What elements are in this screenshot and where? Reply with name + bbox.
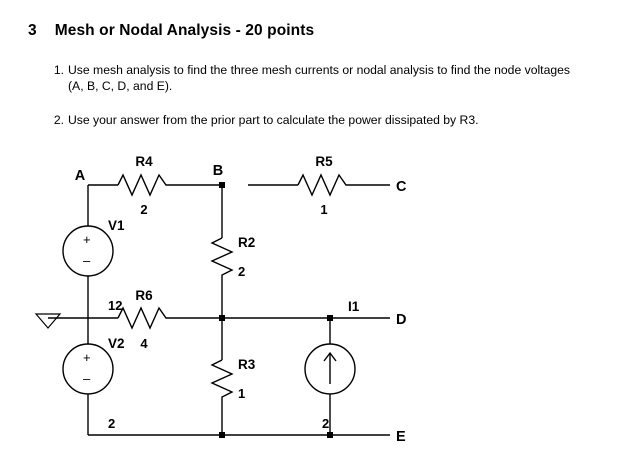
node-label-b: B [212,163,224,179]
node-label-d: D [396,312,407,328]
component-value-r6: 4 [140,336,148,351]
list-item-text-line1: Use your answer from the prior part to calculate the power dissipated by R3. [68,113,479,127]
list-item [46,112,616,128]
component-value-r4: 2 [140,202,148,217]
section-number: 3 [28,22,37,39]
component-label-r5: R5 [315,154,333,169]
component-label-r6: R6 [135,288,153,303]
list-item-marker: 2. [53,113,64,127]
component-value-r2: 2 [238,264,246,279]
component-label-v2: V2 [108,336,125,351]
list-item-text-line1: Use mesh analysis to find the three mesh currents or nodal analysis to find the node voltages [68,63,570,77]
v2-minus-sign: – [83,371,91,386]
question-list [46,62,616,142]
circuit-diagram [0,148,629,464]
node-label-e: E [396,429,406,445]
component-label-v1: V1 [108,218,125,233]
component-label-r2: R2 [238,235,256,250]
node-label-a: A [74,168,86,184]
component-value-v1: 12 [108,298,123,313]
v2-plus-sign: + [83,350,91,365]
component-label-r3: R3 [238,357,256,372]
section-title: Mesh or Nodal Analysis - 20 points [54,22,315,39]
component-value-r5: 1 [320,202,328,217]
component-value-i1: 2 [322,416,330,431]
list-item [46,62,616,94]
list-item-marker: 1. [53,63,64,77]
v1-plus-sign: + [83,232,91,247]
v1-minus-sign: – [83,253,91,268]
component-value-v2: 2 [108,416,116,431]
page-title [28,22,314,40]
node-label-c: C [396,179,407,195]
component-value-r3: 1 [238,386,246,401]
component-label-i1: I1 [348,299,360,314]
component-label-r4: R4 [135,154,153,169]
list-item-text-line2: (A, B, C, D, and E). [68,79,173,93]
